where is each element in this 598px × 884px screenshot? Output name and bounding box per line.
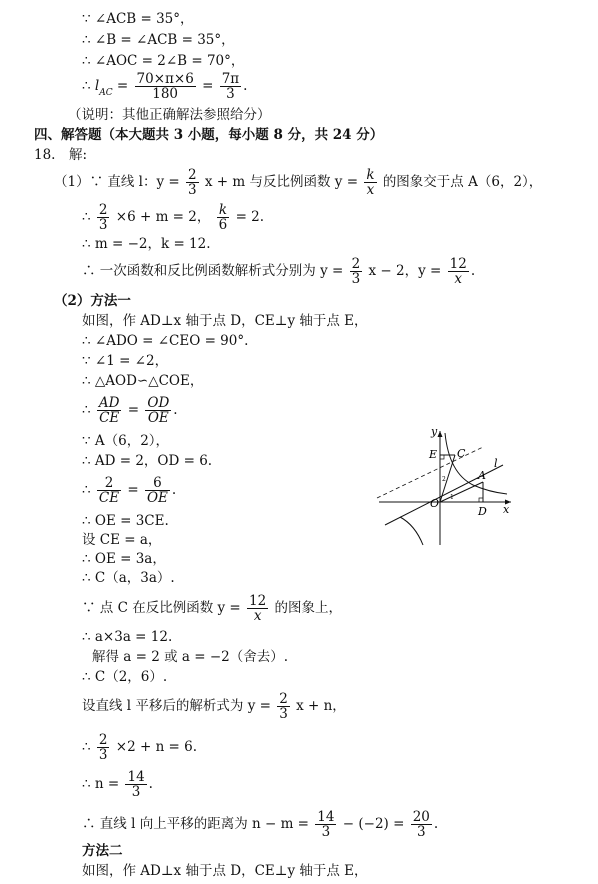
label-l: l (494, 457, 498, 470)
text-line (82, 396, 178, 425)
denominator: 3 (321, 824, 331, 840)
fraction (350, 257, 363, 286)
text: （1）∵ 直线 l：y = (54, 174, 180, 190)
segment-oa (440, 482, 483, 502)
text-line: ∴ AD = 2，OD = 6. (82, 453, 213, 469)
denominator: OE (147, 410, 169, 426)
text: ∵ 点 C 在反比例函数 y = (82, 600, 241, 616)
label-angle-1: 1 (450, 494, 454, 501)
text: . (171, 482, 177, 498)
numerator: 12 (449, 256, 467, 272)
text-line: ∴ ∠AOC = 2∠B = 70°， (82, 53, 245, 69)
denominator: x (454, 271, 463, 287)
fraction (217, 203, 230, 232)
denominator: x (253, 608, 262, 624)
numerator: 2 (351, 256, 361, 272)
text: = 2. (235, 209, 265, 225)
numerator: OD (147, 395, 170, 411)
fraction (97, 203, 110, 232)
fraction (220, 72, 241, 101)
numerator: 2 (188, 167, 197, 183)
period: . (243, 78, 248, 94)
text: 的图象上， (274, 600, 343, 616)
text-line: 解得 a = 2 或 a = −2（舍去）. (92, 649, 289, 665)
equals: = (116, 78, 129, 94)
text-line (54, 168, 542, 197)
denominator: 3 (131, 784, 141, 800)
equals: = (202, 78, 214, 94)
denominator: 3 (279, 706, 288, 722)
text-line (82, 733, 197, 762)
text: ∴ (82, 482, 91, 498)
arc-length-formula (82, 72, 247, 102)
denominator: 3 (98, 747, 108, 763)
denominator: 180 (152, 86, 179, 102)
text-line (82, 692, 346, 721)
section-heading: 四、解答题（本大题共 3 小题，每小题 8 分，共 24 分） (34, 127, 384, 143)
text-line: 如图，作 AD⊥x 轴于点 D，CE⊥y 轴于点 E， (82, 313, 368, 329)
numerator: k (217, 203, 230, 218)
fraction (448, 257, 469, 286)
text: = (127, 402, 140, 418)
label-d: D (478, 505, 487, 518)
text-line: 如图，作 AD⊥x 轴于点 D，CE⊥y 轴于点 E， (82, 863, 368, 879)
right-angle-d (479, 498, 483, 502)
label-y: y (431, 425, 438, 438)
fraction (125, 770, 146, 799)
numerator: 70×π×6 (136, 71, 194, 87)
denominator: CE (98, 490, 120, 506)
text-line (82, 594, 342, 623)
text: . (470, 263, 476, 279)
text-line (82, 257, 475, 286)
label-e: E (429, 448, 438, 461)
problem-number: 18. 解: (34, 147, 88, 163)
fraction (145, 476, 170, 505)
numerator: 2 (97, 476, 121, 491)
fraction (277, 692, 290, 721)
text-line: ∴ OE = 3CE. (82, 513, 169, 529)
method-heading: （2）方法一 (54, 293, 131, 309)
text-line: ∴ ∠B = ∠ACB = 35°， (82, 32, 235, 48)
numerator: 12 (249, 593, 267, 609)
label-o: O (430, 497, 440, 510)
numerator: 14 (317, 809, 335, 825)
text: ∴ 直线 l 向上平移的距离为 n − m = (82, 816, 309, 832)
text-line (82, 810, 438, 839)
text-line: ∵ ∠ACB = 35°， (82, 11, 194, 27)
numerator: 6 (145, 476, 170, 491)
text-line (82, 770, 153, 799)
numerator: 14 (127, 769, 145, 785)
fraction (247, 594, 268, 623)
fraction (97, 396, 122, 425)
text: ∴ (82, 402, 91, 418)
numerator: 2 (98, 202, 108, 218)
right-angle-e (440, 455, 444, 459)
denominator: CE (99, 410, 120, 426)
denominator: OE (146, 490, 168, 506)
y-axis-arrow (438, 431, 443, 437)
text-line (82, 476, 176, 505)
fraction (135, 72, 196, 101)
label-x: x (503, 503, 510, 516)
text-line: ∵ A（6，2）， (82, 433, 170, 449)
denominator: x (366, 182, 375, 198)
denominator: 3 (417, 824, 426, 840)
denominator: 3 (98, 217, 108, 233)
text-line: ∴ C（2，6）. (82, 669, 168, 685)
fraction (97, 733, 110, 762)
numerator: k (366, 167, 375, 183)
method-heading: 方法二 (82, 843, 123, 859)
text-line: ∴ ∠ADO = ∠CEO = 90°. (82, 333, 249, 349)
fraction (411, 810, 432, 839)
text: ×6 + m = 2， (115, 209, 211, 225)
text: x + m 与反比例函数 y = (204, 174, 359, 190)
text-line: ∴ OE = 3a， (82, 551, 166, 567)
denominator: 3 (188, 182, 197, 198)
text: . (433, 816, 439, 832)
fraction (315, 810, 336, 839)
text: ∴ (82, 209, 91, 225)
text-line: ∴ C（a，3a）. (82, 570, 175, 586)
numerator: 2 (279, 691, 288, 707)
numerator: AD (98, 395, 120, 411)
fraction (97, 476, 121, 505)
text: − (−2) = (342, 816, 405, 832)
numerator: 7π (221, 71, 240, 87)
text: x + n， (296, 698, 346, 714)
denominator: 6 (218, 217, 228, 233)
numerator: 20 (412, 809, 430, 825)
therefore-sign: ∴ (82, 78, 91, 94)
arc-symbol: l (94, 78, 100, 94)
text: 设直线 l 平移后的解析式为 y = (82, 698, 271, 714)
text: . (148, 776, 153, 792)
denominator: 3 (351, 271, 361, 287)
text: x − 2，y = (368, 263, 442, 279)
fraction (364, 168, 376, 197)
text: ∴ 一次函数和反比例函数解析式分别为 y = (82, 263, 344, 279)
note-line: （说明：其他正确解法参照给分） (68, 107, 271, 123)
text-line: ∴ △AOD∽△COE， (82, 373, 204, 389)
coordinate-figure (375, 425, 515, 547)
fraction (145, 396, 171, 425)
text-line: ∵ ∠1 = ∠2， (82, 353, 169, 369)
text: ∴ (82, 739, 91, 755)
label-c: C (457, 447, 466, 460)
text: = (127, 482, 139, 498)
arc-subscript: AC (99, 88, 113, 98)
text-line: ∴ a×3a = 12. (82, 629, 173, 645)
hyperbola-branch-3 (400, 517, 423, 545)
text: 的图象交于点 A（6，2）， (382, 174, 543, 190)
text-line (82, 203, 264, 232)
label-a: A (478, 469, 486, 482)
numerator: 2 (98, 732, 108, 748)
text: . (173, 402, 178, 418)
text: ×2 + n = 6. (115, 739, 198, 755)
denominator: 3 (226, 86, 235, 102)
text-line: 设 CE = a， (82, 532, 162, 548)
text-line: ∴ m = −2，k = 12. (82, 236, 211, 252)
text: ∴ n = (82, 776, 120, 792)
fraction (186, 168, 199, 197)
label-angle-2: 2 (442, 476, 446, 483)
